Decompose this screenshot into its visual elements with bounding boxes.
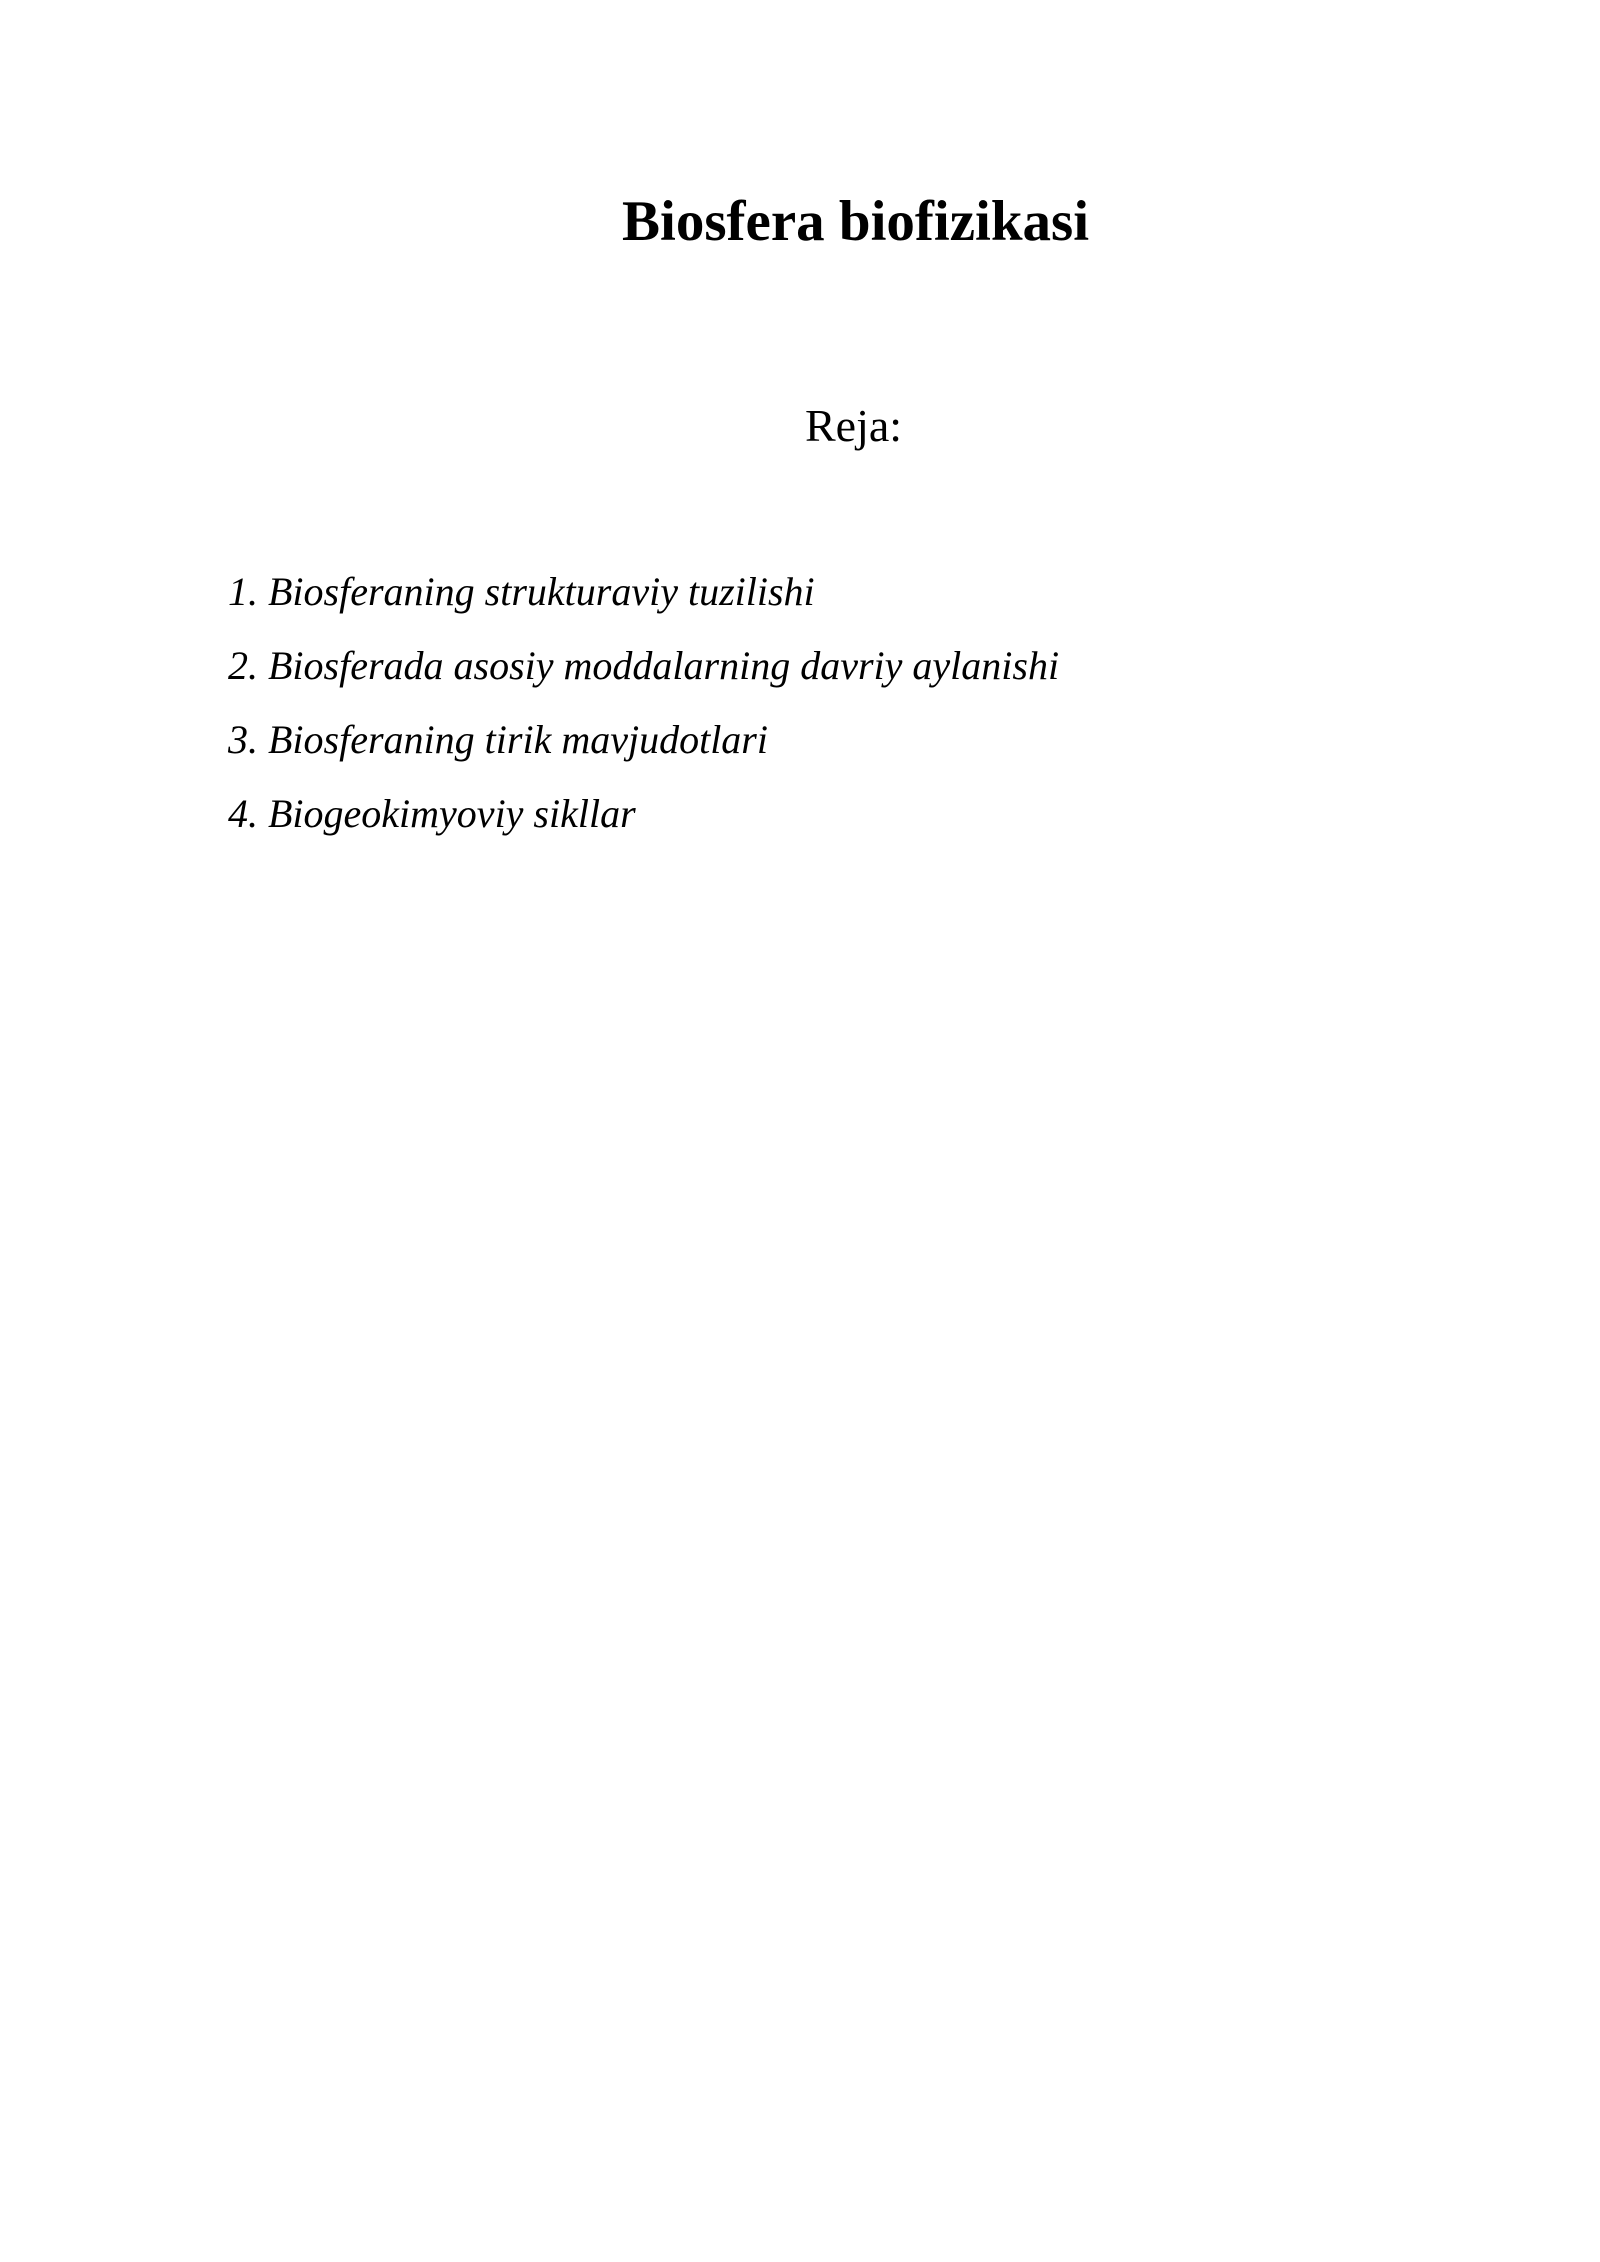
plan-heading: Reja: (805, 400, 903, 451)
plan-item-text: Biosferaning tirik mavjudotlari (268, 717, 768, 762)
title-container (0, 150, 1600, 254)
plan-item-text: Biogeokimyoviy sikllar (268, 791, 636, 836)
document-title: Biosfera biofizikasi (622, 190, 1090, 254)
plan-item-3 (228, 703, 1059, 777)
plan-item-number: 1. (228, 569, 258, 614)
plan-item-1 (228, 555, 1059, 629)
plan-item-text: Biosferaning strukturaviy tuzilishi (268, 569, 815, 614)
plan-item-number: 2. (228, 643, 258, 688)
plan-item-2 (228, 629, 1059, 703)
plan-item-number: 4. (228, 791, 258, 836)
plan-item-number: 3. (228, 717, 258, 762)
plan-item-4 (228, 777, 1059, 851)
plan-list (228, 555, 1059, 851)
plan-item-text: Biosferada asosiy moddalarning davriy aylanishi (268, 643, 1060, 688)
